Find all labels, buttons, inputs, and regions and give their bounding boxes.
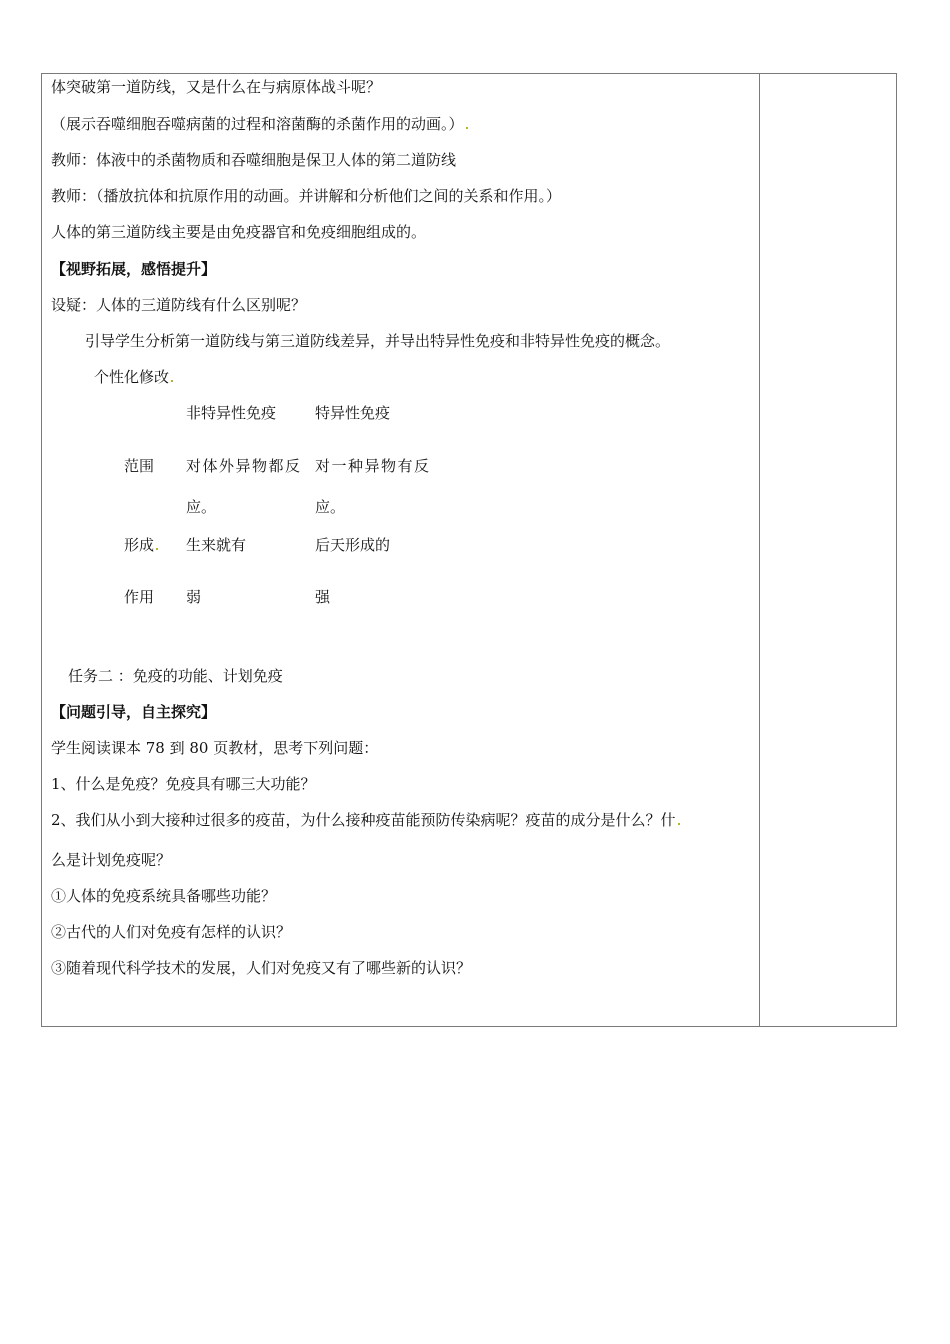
text-line-7: 设疑：人体的三道防线有什么区别呢？ (51, 296, 307, 314)
row-specific: 强 (315, 588, 331, 606)
row-specific: 后天形成的 (315, 536, 391, 554)
section-heading-inquiry: 【问题引导，自主探究】 (51, 703, 217, 721)
question-2-part1-text: 2、我们从小到大接种过很多的疫苗，为什么接种疫苗能预防传染病呢？疫苗的成分是什么？什 (51, 811, 676, 829)
row-specific: 应。 (315, 498, 346, 516)
column-divider (759, 74, 760, 1026)
question-1: 1、什么是免疫？免疫具有哪三大功能？ (51, 775, 316, 793)
text-line-8: 引导学生分析第一道防线与第三道防线差异，并导出特异性免疫和非特异性免疫的概念。 (85, 332, 671, 350)
text-line-1: 体突破第一道防线，又是什么在与病原体战斗呢？ (51, 78, 382, 96)
row-nonspecific: 应。 (186, 498, 217, 516)
row-label: 范围 (124, 457, 155, 475)
text-line-2 (51, 114, 468, 134)
task2-intro: 学生阅读课本 78 到 80 页教材，思考下列问题： (51, 739, 379, 757)
sub-question-1: ①人体的免疫系统具备哪些功能？ (51, 887, 277, 905)
row-label (124, 535, 158, 555)
sub-question-2: ②古代的人们对免疫有怎样的认识？ (51, 923, 292, 941)
row-specific: 对一种异物有反 (315, 457, 431, 475)
text-line-9-content: 个性化修改 (94, 368, 170, 386)
revision-mark (678, 823, 680, 825)
lesson-table (41, 73, 897, 1027)
row-label: 作用 (124, 588, 155, 606)
question-2-part1 (51, 810, 680, 830)
row-nonspecific: 对体外异物都反 (186, 457, 302, 475)
text-line-9 (94, 367, 173, 387)
text-line-4: 教师：（播放抗体和抗原作用的动画。并讲解和分析他们之间的关系和作用。） (51, 187, 562, 205)
text-line-3: 教师：体液中的杀菌物质和吞噬细胞是保卫人体的第二道防线 (51, 151, 457, 169)
text-line-2-content: （展示吞噬细胞吞噬病菌的过程和溶菌酶的杀菌作用的动画。） (51, 115, 464, 133)
header-nonspecific: 非特异性免疫 (186, 404, 277, 422)
revision-mark (466, 127, 468, 129)
revision-mark (171, 380, 173, 382)
section-heading-expand: 【视野拓展，感悟提升】 (51, 260, 217, 278)
sub-question-3: ③随着现代科学技术的发展，人们对免疫又有了哪些新的认识？ (51, 959, 472, 977)
revision-mark (156, 548, 158, 550)
row-nonspecific: 生来就有 (186, 536, 247, 554)
task2-title: 任务二 ：免疫的功能、计划免疫 (68, 667, 283, 685)
text-line-5: 人体的第三道防线主要是由免疫器官和免疫细胞组成的。 (51, 223, 427, 241)
question-2-part2: 么是计划免疫呢？ (51, 851, 172, 869)
header-specific: 特异性免疫 (315, 404, 391, 422)
row-label-text: 形成 (124, 536, 155, 554)
row-nonspecific: 弱 (186, 588, 202, 606)
